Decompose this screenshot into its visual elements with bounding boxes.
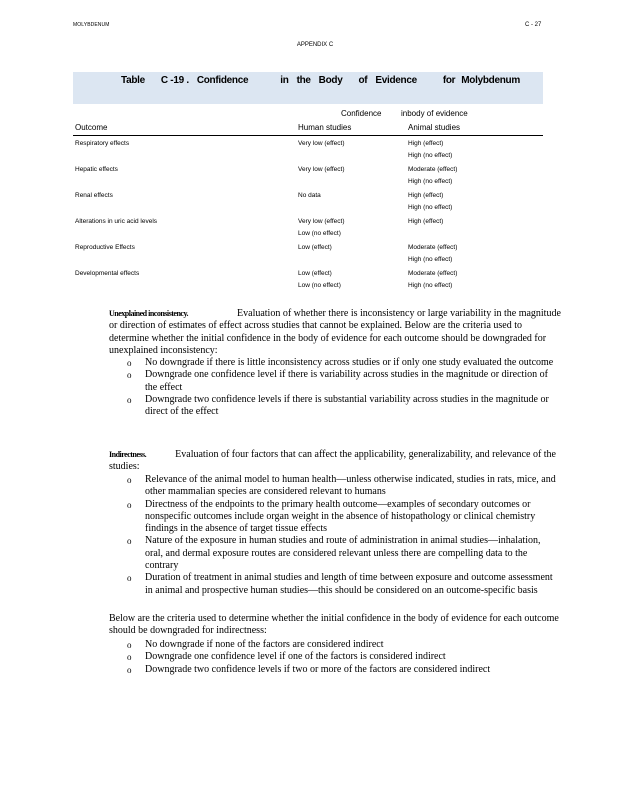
inconsistency-lead: Unexplained inconsistency.: [109, 309, 189, 318]
running-header-title: MOLYBDENUM: [73, 22, 110, 28]
indirectness-factors-list: [127, 474, 557, 597]
circle-bullet-icon: o: [127, 358, 132, 368]
header-human: Human studies: [298, 123, 352, 132]
table-header: [73, 104, 543, 136]
circle-bullet-icon: o: [127, 536, 132, 547]
table-row: Alterations in uric acid levels Very low (effect) Low (no effect) High (effect): [75, 218, 444, 237]
list-item: o Nature of the exposure in human studies and route of administration in animal studies—inhalation, oral, and dermal exposure routes are considered relevant unless there are compelling data to the contrary: [127, 535, 541, 572]
table-row: Developmental effects Low (effect) Low (no effect) Moderate (effect) High (no effect): [75, 270, 458, 289]
page-number: C - 27: [525, 22, 542, 28]
indirectness-criteria-list: [127, 639, 557, 676]
circle-bullet-icon: o: [127, 370, 132, 381]
header-confidence: Confidence: [341, 109, 382, 118]
list-item: o Relevance of the animal model to human health—unless otherwise indicated, studies in rats, mice, and other mammalian species are considered relevant to humans: [127, 474, 556, 498]
circle-bullet-icon: o: [127, 652, 132, 663]
list-item: o No downgrade if none of the factors are considered indirect: [127, 639, 384, 650]
circle-bullet-icon: o: [127, 664, 132, 675]
indirectness-lead: Indirectness.: [109, 450, 147, 459]
circle-bullet-icon: o: [127, 394, 132, 405]
header-inbody: inbody of evidence: [401, 109, 468, 118]
circle-bullet-icon: o: [127, 640, 132, 650]
list-item: o Directness of the endpoints to the primary health outcome—examples of secondary outcomes or nonspecific outcomes include organ weight in the absence of histopathology or clinical chemistry findings in the absence of target tissue effects: [127, 498, 536, 535]
table-title: Table C -19 . Confidence in the Body of Evidence for Molybdenum: [73, 72, 543, 104]
header-animal: Animal studies: [408, 123, 461, 132]
table-row: Renal effects No data High (effect) High (no effect): [75, 192, 453, 211]
header-outcome: Outcome: [75, 123, 108, 132]
table-row: Respiratory effects Very low (effect) High (effect) High (no effect): [75, 140, 453, 159]
list-item: o Downgrade one confidence level if there is variability across studies in the magnitude or direction of the effect: [127, 369, 548, 393]
indirectness-paragraph: [109, 449, 564, 474]
list-item: o Duration of treatment in animal studies and length of time between exposure and outcome assessment in animal and prospective human studies—this should be considered on an outcome-specific basis: [127, 572, 553, 596]
list-item: o Downgrade two confidence levels if there is substantial variability across studies in the magnitude or direct of the effect: [127, 393, 549, 418]
inconsistency-criteria-list: [127, 357, 557, 418]
circle-bullet-icon: o: [127, 573, 132, 584]
table-row: Reproductive Effects Low (effect) Moderate (effect) High (no effect): [75, 244, 458, 263]
appendix-label: APPENDIX C: [296, 42, 334, 48]
list-item: o Downgrade two confidence levels if two or more of the factors are considered indirect: [127, 663, 491, 675]
indirectness-criteria-text: Below are the criteria used to determine whether the initial confidence in the body of evidence for each outcome should be downgraded for indirectness:: [109, 613, 559, 637]
circle-bullet-icon: o: [127, 499, 132, 510]
confidence-table: [73, 72, 543, 292]
inconsistency-text: Evaluation of whether there is inconsistency or large variability in the magnitude or direction of estimates of effect across studies that cannot be explained. Below are the criteria used to determine whether the initial confidence in the body of evidence for each outcome should be downgraded for unexplained inconsistency:: [109, 308, 561, 356]
inconsistency-paragraph: [109, 308, 564, 357]
list-item: o No downgrade if there is little inconsistency across studies or if only one study evaluated the outcome: [127, 357, 554, 368]
indirectness-text: Evaluation of four factors that can affect the applicability, generalizability, and relevance of the studies:: [109, 449, 556, 473]
list-item: o Downgrade one confidence level if one of the factors is considered indirect: [127, 651, 446, 663]
table-row: Hepatic effects Very low (effect) Moderate (effect) High (no effect): [75, 166, 458, 185]
circle-bullet-icon: o: [127, 475, 132, 485]
